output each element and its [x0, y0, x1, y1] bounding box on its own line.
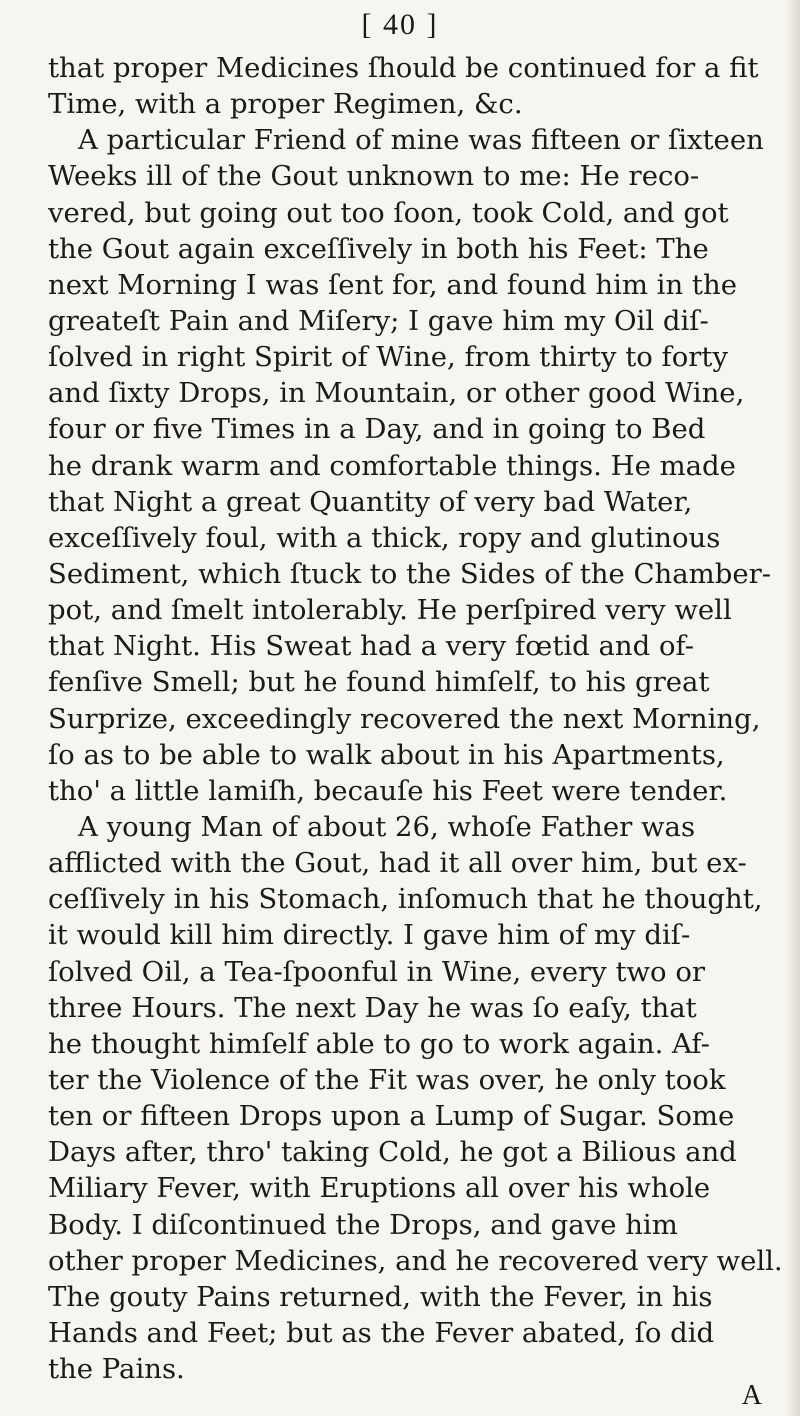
text-line: and ſixty Drops, in Mountain, or other good Wine, — [48, 377, 745, 410]
text-line: afflicted with the Gout, had it all over him, but ex- — [48, 847, 747, 880]
text-line: next Morning I was ſent for, and found him in the — [48, 268, 737, 301]
text-line: Sediment, which ſtuck to the Sides of the Chamber- — [48, 557, 772, 590]
text-line: that proper Medicines ſhould be continued for a fit — [48, 52, 759, 84]
text-line: Miliary Fever, with Eruptions all over his whole — [48, 1172, 711, 1205]
text-line: it would kill him directly. I gave him of my diſ- — [48, 919, 691, 952]
text-line: A particular Friend of mine was fifteen or ſixteen — [78, 124, 764, 157]
text-line: the Pains. — [48, 1353, 185, 1386]
page-edge-shadow — [786, 0, 800, 1416]
text-line: three Hours. The next Day he was ſo eaſy, that — [48, 991, 697, 1024]
text-line: ſolved Oil, a Tea-ſpoonful in Wine, every two or — [48, 955, 706, 988]
text-line: ten or fifteen Drops upon a Lump of Sugar. Some — [48, 1100, 735, 1133]
text-line: greateſt Pain and Miſery; I gave him my Oil diſ- — [48, 304, 709, 337]
text-line: fenſive Smell; but he found himſelf, to his great — [48, 666, 710, 699]
text-line: he thought himſelf able to go to work again. Af- — [48, 1027, 710, 1060]
text-line: other proper Medicines, and he recovered very well. — [48, 1244, 783, 1277]
text-line: ſo as to be able to walk about in his Apartments, — [48, 738, 725, 771]
page-number-header: [ 40 ] — [361, 8, 439, 41]
text-line: Days after, thro' taking Cold, he got a Bilious and — [48, 1136, 737, 1169]
text-line: four or five Times in a Day, and in going to Bed — [48, 413, 706, 446]
text-line: A young Man of about 26, whoſe Father was — [78, 810, 696, 843]
text-line: ter the Violence of the Fit was over, he only took — [48, 1063, 726, 1096]
text-line: Hands and Feet; but as the Fever abated, ſo did — [48, 1316, 715, 1349]
text-line: pot, and ſmelt intolerably. He perſpired very well — [48, 594, 732, 627]
text-line: Surprize, exceedingly recovered the next Morning, — [48, 702, 761, 735]
text-line: vered, but going out too ſoon, took Cold, and got — [48, 196, 729, 229]
text-line: Weeks ill of the Gout unknown to me: He reco- — [48, 160, 700, 193]
text-line: he drank warm and comfortable things. He made — [48, 449, 736, 482]
text-line: The gouty Pains returned, with the Fever, in his — [48, 1280, 713, 1313]
text-line: Time, with a proper Regimen, &c. — [48, 88, 523, 121]
body-text — [48, 50, 788, 1387]
text-line: Body. I diſcontinued the Drops, and gave him — [48, 1208, 678, 1241]
text-line: that Night a great Quantity of very bad Water, — [48, 485, 693, 518]
text-line: the Gout again exceſſively in both his Feet: The — [48, 232, 709, 265]
text-line: exceſſively foul, with a thick, ropy and glutinous — [48, 521, 721, 554]
text-line: tho' a little lamiſh, becauſe his Feet were tender. — [48, 774, 728, 807]
text-line: ſolved in right Spirit of Wine, from thirty to forty — [48, 341, 729, 374]
text-line: that Night. His Sweat had a very fœtid and of- — [48, 630, 695, 663]
catchword: A — [741, 1380, 762, 1411]
text-line: ceſſively in his Stomach, inſomuch that he thought, — [48, 883, 763, 916]
